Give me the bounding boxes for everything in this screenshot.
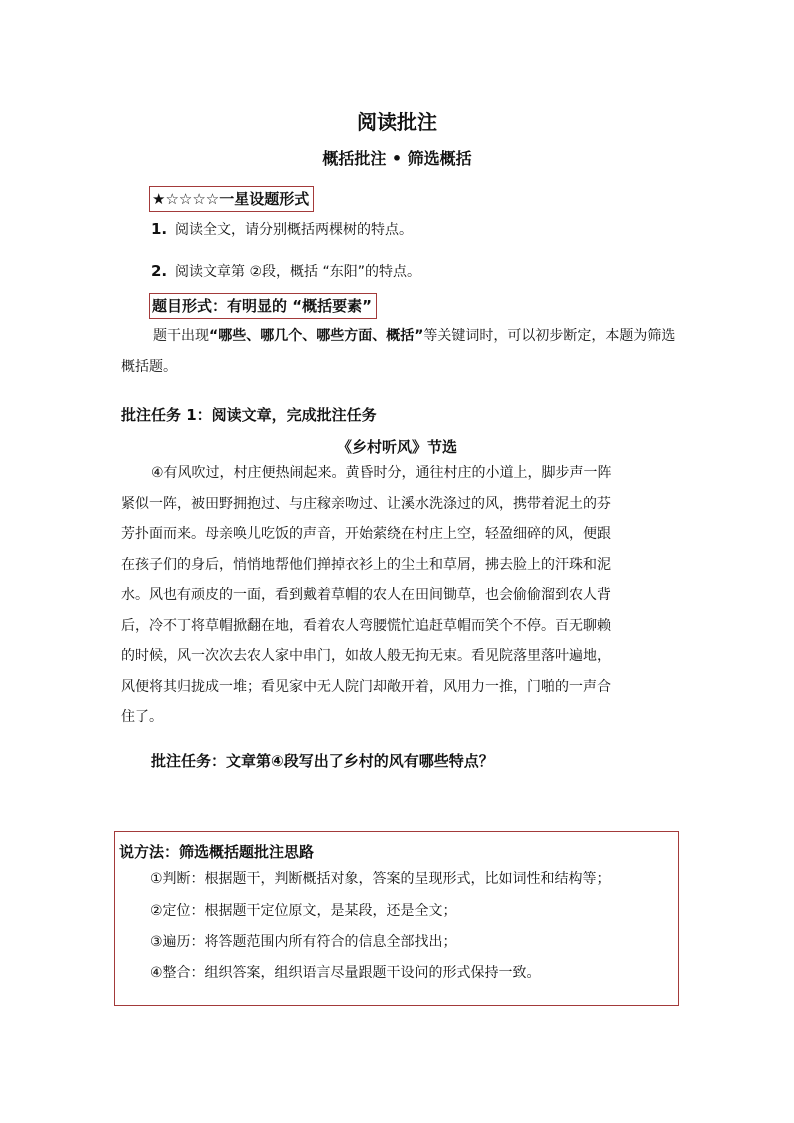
method-item: ③遍历：将答题范围内所有符合的信息全部找出； xyxy=(150,934,457,950)
form-desc-after: 等关键词时，可以初步断定，本题为筛选概括题。 xyxy=(121,328,676,375)
excerpt-line: 的时候，风一次次去农人家中串门，如故人般无拘无束。看见院落里落叶遍地， xyxy=(121,648,611,664)
method-item: ②定位：根据题干定位原文，是某段，还是全文； xyxy=(150,903,457,919)
excerpt-line: 住了。 xyxy=(121,709,163,725)
task-question: 批注任务：文章第④段写出了乡村的风有哪些特点？ xyxy=(151,752,494,770)
excerpt-title: 《乡村听风》节选 xyxy=(336,438,457,456)
question-text: 阅读文章第 ②段，概括 “东阳”的特点。 xyxy=(175,264,421,280)
excerpt-line: 风便将其归拢成一堆；看见家中无人院门却敞开着，风用力一推，门啪的一声合 xyxy=(121,678,611,695)
excerpt-line: 水。风也有顽皮的一面，看到戴着草帽的农人在田间锄草，也会偷偷溜到农人背 xyxy=(121,587,611,603)
question-text: 阅读全文，请分别概括两棵树的特点。 xyxy=(175,222,413,238)
excerpt-paragraph xyxy=(121,458,681,733)
question-number: 1. xyxy=(151,220,168,238)
method-box xyxy=(114,831,679,1006)
task-heading: 批注任务 1：阅读文章，完成批注任务 xyxy=(121,406,377,424)
form-desc-before: 题干出现 xyxy=(153,328,209,344)
form-desc-keywords: “哪些、哪几个、哪些方面、概括” xyxy=(209,328,424,344)
method-heading: 说方法：筛选概括题批注思路 xyxy=(119,843,315,861)
page-title: 阅读批注 xyxy=(357,110,437,134)
question-2 xyxy=(151,261,421,281)
excerpt-line: 在孩子们的身后，悄悄地帮他们掸掉衣衫上的尘土和草屑，拂去脸上的汗珠和泥 xyxy=(121,556,611,573)
method-item: ①判断：根据题干，判断概括对象，答案的呈现形式，比如词性和结构等； xyxy=(150,871,611,887)
question-form-box: 题目形式：有明显的 “概括要素” xyxy=(149,293,377,319)
page-subtitle: 概括批注 • 筛选概括 xyxy=(322,149,472,168)
excerpt-line: 紧似一阵，被田野拥抱过、与庄稼亲吻过、让溪水洗涤过的风，携带着泥土的芬 xyxy=(121,495,611,512)
form-description xyxy=(121,321,677,382)
question-1 xyxy=(151,219,413,239)
question-number: 2. xyxy=(151,262,168,280)
excerpt-line: 芳扑面而来。母亲唤儿吃饭的声音，开始萦绕在村庄上空，轻盈细碎的风，便跟 xyxy=(121,526,611,542)
excerpt-line: 后，冷不丁将草帽掀翻在地，看着农人弯腰慌忙追赶草帽而笑个不停。百无聊赖 xyxy=(121,617,611,634)
excerpt-line: ④有风吹过，村庄便热闹起来。黄昏时分，通往村庄的小道上，脚步声一阵 xyxy=(151,465,612,481)
method-item: ④整合：组织答案，组织语言尽量跟题干设问的形式保持一致。 xyxy=(150,965,541,981)
star-rating-box: ★☆☆☆☆一星设题形式 xyxy=(149,186,314,212)
